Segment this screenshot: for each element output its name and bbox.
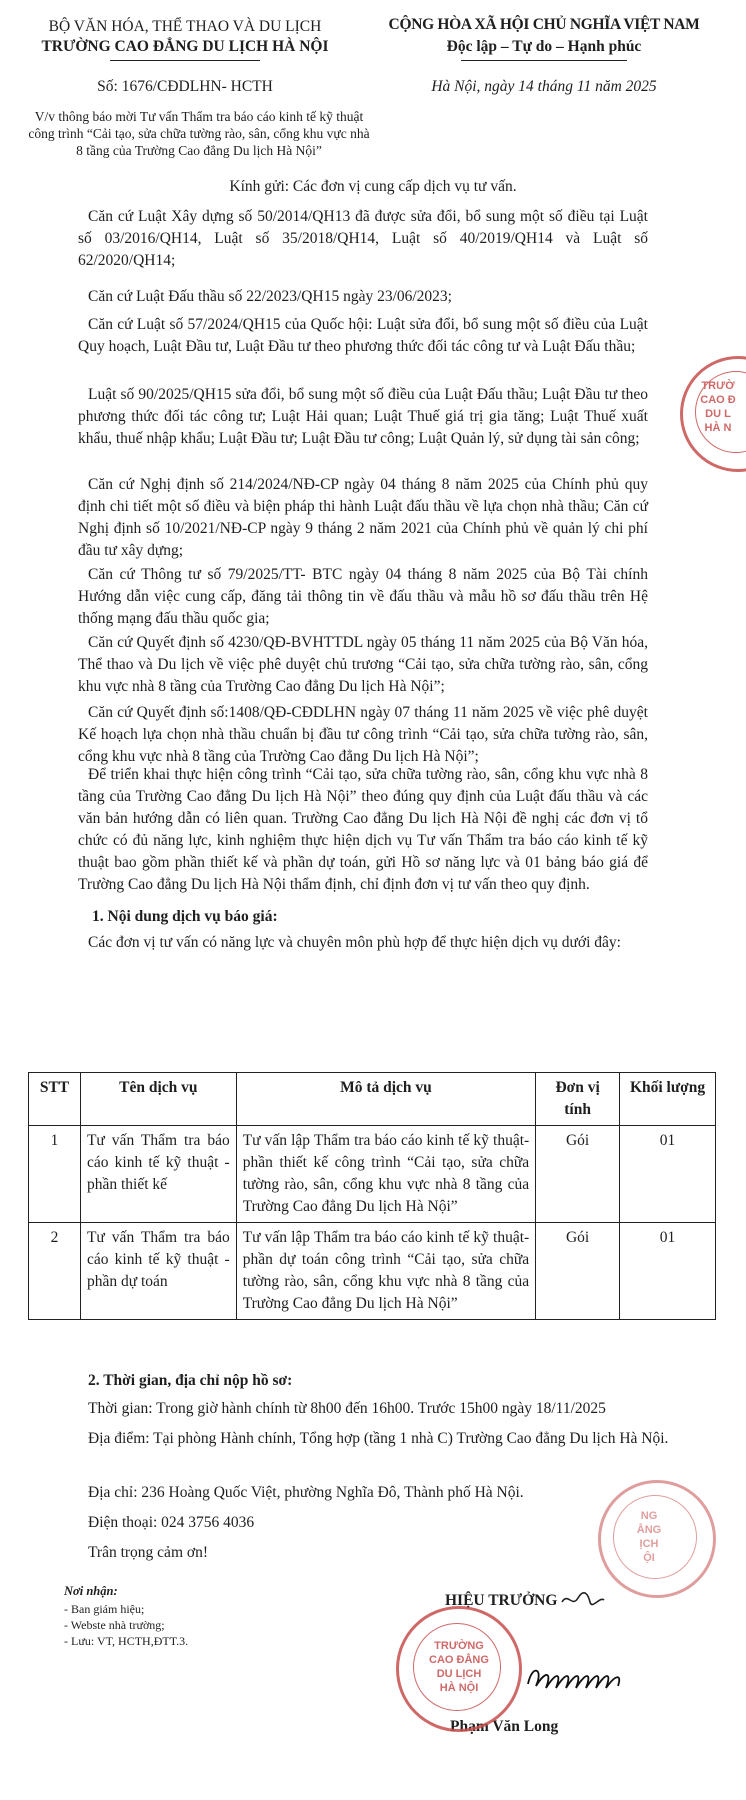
- th-description: Mô tả dịch vụ: [236, 1073, 535, 1126]
- country-name: CỘNG HÒA XÃ HỘI CHỦ NGHĨA VIỆT NAM: [388, 16, 700, 33]
- cell-unit: Gói: [536, 1126, 620, 1223]
- recipient-item: - Webste nhà trường;: [64, 1618, 165, 1632]
- cell-description: Tư vấn lập Thẩm tra báo cáo kinh tế kỹ thuật- phần thiết kế công trình “Cải tạo, sửa chữa tường rào, sân, cổng khu vực nhà 8 tầng của Trường Cao đẳng Du lịch Hà Nội”: [236, 1126, 535, 1223]
- edge-seal-bottom: [598, 1480, 716, 1598]
- th-stt: STT: [29, 1073, 81, 1126]
- submission-time: Thời gian: Trong giờ hành chính từ 8h00 đến 16h00. Trước 15h00 ngày 18/11/2025: [88, 1400, 606, 1417]
- doc-number: Số: 1676/CĐDLHN- HCTH: [97, 78, 273, 95]
- paragraph-5: Căn cứ Nghị định số 214/2024/NĐ-CP ngày 04 tháng 8 năm 2025 của Chính phủ quy định chi tiết một số điều và biện pháp thi hành Luật đấu thầu về lựa chọn nhà thầu; Căn cứ Nghị định số 10/2021/NĐ-CP ngày 9 tháng 2 năm 2021 của Chính phủ về quản lý chi phí đầu tư xây dựng;: [78, 476, 648, 559]
- paragraph-3: Căn cứ Luật số 57/2024/QH15 của Quốc hội: Luật sửa đổi, bổ sung một số điều của Luật Quy hoạch, Luật Đầu tư, Luật Đầu tư theo phương thức đối tác công tư và Luật Đấu thầu;: [78, 316, 648, 355]
- paragraph-6: Căn cứ Thông tư số 79/2025/TT- BTC ngày 04 tháng 8 năm 2025 của Bộ Tài chính Hướng dẫn việc cung cấp, đăng tải thông tin về đấu thầu và mẫu hồ sơ đấu thầu trên Hệ thống mạng đấu thầu quốc gia;: [78, 566, 648, 627]
- submission-phone: Điện thoại: 024 3756 4036: [88, 1514, 255, 1531]
- paragraph-1: Căn cứ Luật Xây dựng số 50/2014/QH13 đã được sửa đổi, bổ sung một số điều tại Luật số 03/2016/QH14, Luật số 35/2018/QH14, Luật số 40/2019/QH14 và Luật số 62/2020/QH14;: [78, 208, 648, 269]
- motto: Độc lập – Tự do – Hạnh phúc: [446, 38, 642, 55]
- cell-service-name: Tư vấn Thẩm tra báo cáo kinh tế kỹ thuật - phần dự toán: [80, 1223, 236, 1320]
- paragraph-2: Căn cứ Luật Đấu thầu số 22/2023/QH15 ngày 23/06/2023;: [88, 288, 452, 305]
- initial-mark: [560, 1588, 606, 1610]
- th-service-name: Tên dịch vụ: [80, 1073, 236, 1126]
- cell-quantity: 01: [620, 1223, 716, 1320]
- cell-service-name: Tư vấn Thẩm tra báo cáo kinh tế kỹ thuật - phần thiết kế: [80, 1126, 236, 1223]
- signer-name: Phạm Văn Long: [450, 1718, 559, 1735]
- page-gap: [0, 962, 746, 1070]
- cell-description: Tư vấn lập Thẩm tra báo cáo kinh tế kỹ thuật- phần dự toán công trình “Cải tạo, sửa chữa tường rào, sân, cổng khu vực nhà 8 tầng của Trường Cao đẳng Du lịch Hà Nội”: [236, 1223, 535, 1320]
- section-1-intro: Các đơn vị tư vấn có năng lực và chuyên môn phù hợp để thực hiện dịch vụ dưới đây:: [88, 934, 621, 951]
- th-unit: Đơn vị tính: [536, 1073, 620, 1126]
- place-date: Hà Nội, ngày 14 tháng 11 năm 2025: [431, 78, 657, 95]
- subject-line: V/v thông báo mời Tư vấn Thẩm tra báo cáo kinh tế kỹ thuật công trình “Cải tạo, sửa chữa tường rào, sân, cổng khu vực nhà 8 tầng của Trường Cao đẳng Du lịch Hà Nội”: [28, 109, 370, 158]
- school-name: TRƯỜNG CAO ĐẲNG DU LỊCH HÀ NỘI: [41, 38, 329, 55]
- paragraph-4: Luật số 90/2025/QH15 sửa đổi, bổ sung một số điều của Luật Đấu thầu; Luật Đầu tư theo phương thức đối tác công tư; Luật Hải quan; Luật Thuế giá trị gia tăng; Luật Thuế xuất khẩu, thuế nhập khẩu; Luật Đầu tư; Luật Đầu tư công; Luật Quản lý, sử dụng tài sản công;: [78, 386, 648, 447]
- greeting: Kính gửi: Các đơn vị cung cấp dịch vụ tư vấn.: [229, 178, 517, 195]
- th-quantity: Khối lượng: [620, 1073, 716, 1126]
- paragraph-8: Căn cứ Quyết định số:1408/QĐ-CĐDLHN ngày 07 tháng 11 năm 2025 về việc phê duyệt Kế hoạch lựa chọn nhà thầu chuẩn bị đầu tư công trình “Cải tạo, sửa chữa tường rào, sân, cổng khu vực nhà 8 tầng của Trường Cao đẳng Du lịch Hà Nội”;: [78, 704, 648, 765]
- paragraph-9: Để triển khai thực hiện công trình “Cải tạo, sửa chữa tường rào, sân, cổng khu vực nhà 8 tầng của Trường Cao đẳng Du lịch Hà Nội” theo đúng quy định của Luật đấu thầu và các văn bản hướng dẫn có liên quan. Trường Cao đẳng Du lịch Hà Nội đề nghị các đơn vị tổ chức có đủ năng lực, kinh nghiệm thực hiện dịch vụ Tư vấn Thẩm tra báo cáo kinh tế kỹ thuật bao gồm phần thiết kế và phần dự toán, gửi Hồ sơ năng lực và 01 bảng báo giá để Trường Cao đẳng Du lịch Hà Nội thẩm định, chỉ định đơn vị tư vấn theo quy định.: [78, 766, 648, 893]
- edge-seal-bottom-text: NG ẲNG ỊCH ỘI: [636, 1510, 662, 1564]
- closing-thanks: Trân trọng cảm ơn!: [88, 1544, 208, 1561]
- cell-stt: 2: [29, 1223, 81, 1320]
- cell-stt: 1: [29, 1126, 81, 1223]
- cell-quantity: 01: [620, 1126, 716, 1223]
- section-1-heading: 1. Nội dung dịch vụ báo giá:: [92, 908, 278, 925]
- cell-unit: Gói: [536, 1223, 620, 1320]
- table-header-row: [29, 1073, 716, 1126]
- header-underline-right: [461, 60, 627, 61]
- header-underline-left: [110, 60, 260, 61]
- recipient-item: - Ban giám hiệu;: [64, 1602, 145, 1616]
- table-row: [29, 1223, 716, 1320]
- recipients-title: Nơi nhận:: [64, 1584, 118, 1598]
- signature-title: HIỆU TRƯỞNG: [445, 1592, 558, 1609]
- submission-address: Địa chỉ: 236 Hoàng Quốc Việt, phường Nghĩa Đô, Thành phố Hà Nội.: [88, 1484, 524, 1501]
- paragraph-7: Căn cứ Quyết định số 4230/QĐ-BVHTTDL ngày 05 tháng 11 năm 2025 của Bộ Văn hóa, Thể thao và Du lịch về việc phê duyệt chủ trương “Cải tạo, sửa chữa tường rào, sân, cổng khu vực nhà 8 tầng của Trường Cao đẳng Du lịch Hà Nội”;: [78, 634, 648, 695]
- submission-location: Địa điểm: Tại phòng Hành chính, Tổng hợp (tầng 1 nhà C) Trường Cao đẳng Du lịch Hà Nội.: [88, 1430, 669, 1447]
- table-row: [29, 1126, 716, 1223]
- official-seal: [396, 1606, 522, 1732]
- handwritten-signature: [522, 1660, 632, 1700]
- section-2-heading: 2. Thời gian, địa chỉ nộp hồ sơ:: [88, 1372, 293, 1389]
- ministry-name: BỘ VĂN HÓA, THỂ THAO VÀ DU LỊCH: [48, 18, 322, 35]
- edge-seal-top: [680, 356, 746, 472]
- recipient-item: - Lưu: VT, HCTH,ĐTT.3.: [64, 1634, 189, 1648]
- service-table: [28, 1072, 716, 1320]
- edge-seal-top-text: TRƯỜ CAO Đ DU L HÀ N: [700, 380, 736, 434]
- seal-text: TRƯỜNG CAO ĐẲNG DU LỊCH HÀ NỘI: [429, 1640, 489, 1694]
- recipients-list: [64, 1601, 188, 1649]
